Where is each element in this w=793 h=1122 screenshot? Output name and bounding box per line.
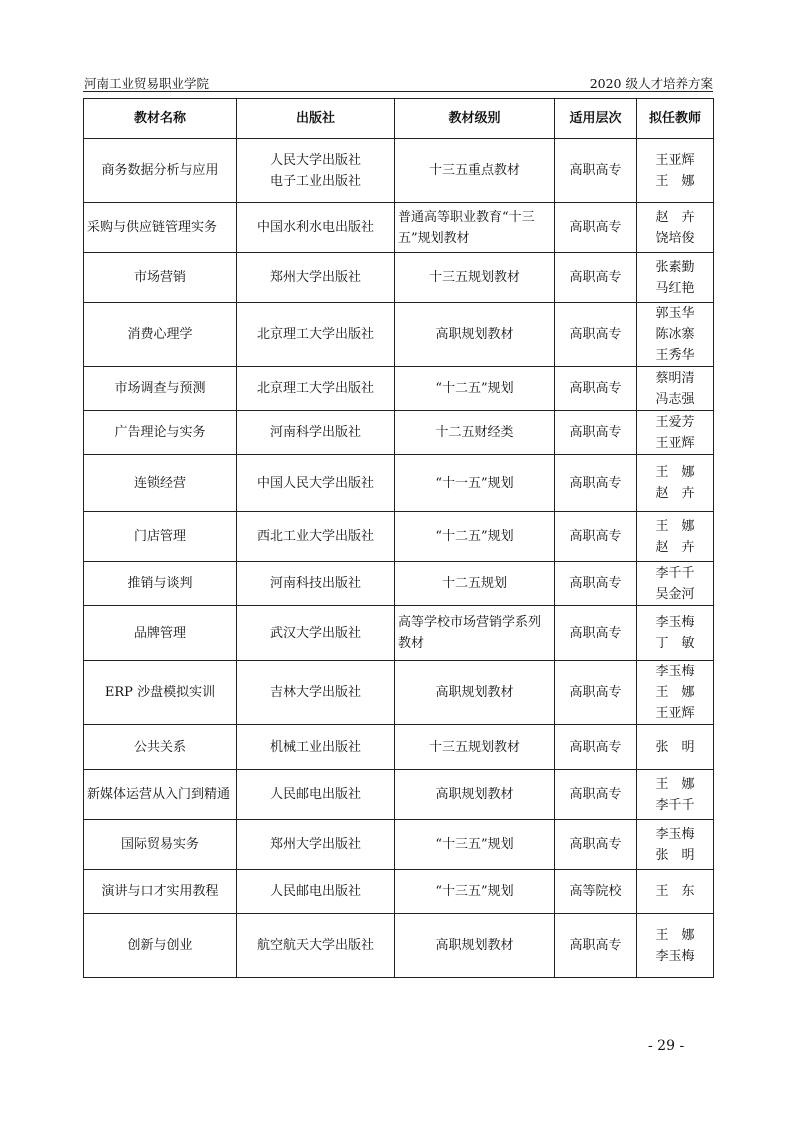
teacher-name: 赵 卉	[655, 486, 695, 501]
textbook-name-cell: 国际贸易实务	[84, 820, 237, 870]
textbook-name-cell: 门店管理	[84, 512, 237, 562]
table-row	[84, 562, 714, 606]
teacher-name: 李千千	[655, 797, 695, 813]
table-row	[84, 870, 714, 914]
textbook-name-cell: 创新与创业	[84, 914, 237, 978]
table-row	[84, 820, 714, 870]
textbook-level-cell: 高职规划教材	[395, 661, 555, 725]
teacher-cell	[637, 914, 714, 978]
teacher-name: 李千千	[655, 565, 695, 581]
teacher-cell	[637, 139, 714, 203]
textbook-name-cell: 广告理论与实务	[84, 411, 237, 455]
table-row	[84, 139, 714, 203]
teacher-name: 王爱芳	[655, 414, 695, 430]
teacher-cell	[637, 870, 714, 914]
publisher-cell: 北京理工大学出版社	[237, 303, 395, 367]
applicable-level-cell: 高职高专	[555, 367, 637, 411]
teacher-cell	[637, 725, 714, 770]
publisher-cell: 机械工业出版社	[237, 725, 395, 770]
teacher-cell	[637, 512, 714, 562]
textbook-name-cell: 市场调查与预测	[84, 367, 237, 411]
column-header: 拟任教师	[637, 99, 714, 139]
publisher-cell: 郑州大学出版社	[237, 820, 395, 870]
publisher-cell: 人民邮电出版社	[237, 870, 395, 914]
publisher-cell: 中国水利水电出版社	[237, 203, 395, 253]
textbook-name-cell: 连锁经营	[84, 455, 237, 512]
textbook-level-cell: 普通高等职业教育“十三五”规划教材	[395, 203, 555, 253]
applicable-level-cell: 高职高专	[555, 820, 637, 870]
column-header: 教材级别	[395, 99, 555, 139]
teacher-cell	[637, 562, 714, 606]
table-row	[84, 512, 714, 562]
textbook-level-cell: 高职规划教材	[395, 770, 555, 820]
teacher-name: 王 娜	[655, 685, 695, 700]
table-row	[84, 411, 714, 455]
applicable-level-cell: 高职高专	[555, 455, 637, 512]
applicable-level-cell: 高职高专	[555, 512, 637, 562]
teacher-name: 王 娜	[655, 518, 695, 534]
teacher-cell	[637, 661, 714, 725]
textbook-level-cell: “十一五”规划	[395, 455, 555, 512]
publisher-cell: 航空航天大学出版社	[237, 914, 395, 978]
publisher-cell: 人民大学出版社 电子工业出版社	[237, 139, 395, 203]
publisher-cell: 人民邮电出版社	[237, 770, 395, 820]
page-number: - 29 -	[648, 1038, 685, 1054]
applicable-level-cell: 高职高专	[555, 139, 637, 203]
teacher-name: 李玉梅	[655, 948, 695, 964]
textbook-name-cell: ERP 沙盘模拟实训	[84, 661, 237, 725]
teacher-name: 吴金河	[655, 586, 695, 602]
table-row	[84, 770, 714, 820]
teacher-cell	[637, 303, 714, 367]
page-header	[83, 74, 713, 92]
teacher-name: 蔡明清	[655, 370, 695, 386]
teacher-name: 李玉梅	[655, 615, 695, 630]
textbook-level-cell: “十二五”规划	[395, 367, 555, 411]
table-row	[84, 203, 714, 253]
document-title: 2020 级人才培养方案	[589, 76, 713, 91]
table-row	[84, 661, 714, 725]
textbook-level-cell: 高职规划教材	[395, 303, 555, 367]
applicable-level-cell: 高职高专	[555, 303, 637, 367]
textbook-name-cell: 市场营销	[84, 253, 237, 303]
teacher-cell	[637, 606, 714, 661]
textbook-name-cell: 公共关系	[84, 725, 237, 770]
table-row	[84, 914, 714, 978]
table-row	[84, 367, 714, 411]
teacher-name: 张素勤	[655, 259, 695, 275]
textbook-level-cell: 高等学校市场营销学系列教材	[395, 606, 555, 661]
applicable-level-cell: 高职高专	[555, 914, 637, 978]
textbook-name-cell: 推销与谈判	[84, 562, 237, 606]
table-row	[84, 303, 714, 367]
table-header-row	[84, 99, 714, 139]
publisher-cell: 西北工业大学出版社	[237, 512, 395, 562]
teacher-name: 丁 敏	[655, 636, 695, 651]
column-header: 适用层次	[555, 99, 637, 139]
textbook-table	[83, 98, 714, 978]
teacher-cell	[637, 455, 714, 512]
teacher-name: 张 明	[655, 847, 695, 863]
teacher-name: 王 娜	[655, 173, 695, 189]
teacher-cell	[637, 367, 714, 411]
textbook-name-cell: 消费心理学	[84, 303, 237, 367]
column-header: 教材名称	[84, 99, 237, 139]
teacher-name: 郭玉华	[655, 306, 695, 321]
textbook-level-cell: “十三五”规划	[395, 870, 555, 914]
textbook-name-cell: 演讲与口才实用教程	[84, 870, 237, 914]
teacher-name: 饶培俊	[655, 230, 695, 246]
table-row	[84, 253, 714, 303]
teacher-name: 冯志强	[655, 391, 695, 407]
teacher-cell	[637, 411, 714, 455]
teacher-name: 陈冰寨	[655, 327, 695, 342]
teacher-name: 王 娜	[655, 927, 695, 943]
applicable-level-cell: 高职高专	[555, 606, 637, 661]
teacher-name: 马红艳	[655, 280, 695, 296]
teacher-name: 王 娜	[655, 465, 695, 480]
publisher-cell: 吉林大学出版社	[237, 661, 395, 725]
textbook-name-cell: 新媒体运营从入门到精通	[84, 770, 237, 820]
applicable-level-cell: 高职高专	[555, 770, 637, 820]
table-row	[84, 606, 714, 661]
teacher-name: 王秀华	[655, 348, 695, 363]
applicable-level-cell: 高职高专	[555, 411, 637, 455]
textbook-name-cell: 商务数据分析与应用	[84, 139, 237, 203]
applicable-level-cell: 高职高专	[555, 203, 637, 253]
textbook-name-cell: 品牌管理	[84, 606, 237, 661]
table-row	[84, 455, 714, 512]
textbook-level-cell: 十二五规划	[395, 562, 555, 606]
textbook-level-cell: 十二五财经类	[395, 411, 555, 455]
teacher-name: 张 明	[655, 739, 695, 755]
applicable-level-cell: 高职高专	[555, 661, 637, 725]
teacher-name: 王 娜	[655, 776, 695, 792]
teacher-name: 王亚辉	[655, 706, 695, 721]
textbook-name-cell: 采购与供应链管理实务	[84, 203, 237, 253]
table-row	[84, 725, 714, 770]
textbook-level-cell: 十三五规划教材	[395, 253, 555, 303]
institution-name: 河南工业贸易职业学院	[84, 76, 210, 91]
textbook-level-cell: 高职规划教材	[395, 914, 555, 978]
applicable-level-cell: 高等院校	[555, 870, 637, 914]
textbook-level-cell: “十三五”规划	[395, 820, 555, 870]
teacher-cell	[637, 253, 714, 303]
teacher-cell	[637, 770, 714, 820]
teacher-cell	[637, 203, 714, 253]
teacher-cell	[637, 820, 714, 870]
publisher-cell: 北京理工大学出版社	[237, 367, 395, 411]
applicable-level-cell: 高职高专	[555, 562, 637, 606]
publisher-cell: 河南科技出版社	[237, 562, 395, 606]
teacher-name: 赵 卉	[655, 209, 695, 225]
textbook-level-cell: 十三五规划教材	[395, 725, 555, 770]
publisher-cell: 中国人民大学出版社	[237, 455, 395, 512]
teacher-name: 王 东	[655, 884, 695, 899]
teacher-name: 李玉梅	[655, 826, 695, 842]
applicable-level-cell: 高职高专	[555, 253, 637, 303]
publisher-cell: 武汉大学出版社	[237, 606, 395, 661]
teacher-name: 李玉梅	[655, 664, 695, 679]
teacher-name: 王亚辉	[655, 435, 695, 451]
column-header: 出版社	[237, 99, 395, 139]
teacher-name: 赵 卉	[655, 539, 695, 555]
applicable-level-cell: 高职高专	[555, 725, 637, 770]
publisher-cell: 郑州大学出版社	[237, 253, 395, 303]
teacher-name: 王亚辉	[655, 152, 695, 168]
publisher-cell: 河南科学出版社	[237, 411, 395, 455]
textbook-level-cell: 十三五重点教材	[395, 139, 555, 203]
textbook-level-cell: “十二五”规划	[395, 512, 555, 562]
